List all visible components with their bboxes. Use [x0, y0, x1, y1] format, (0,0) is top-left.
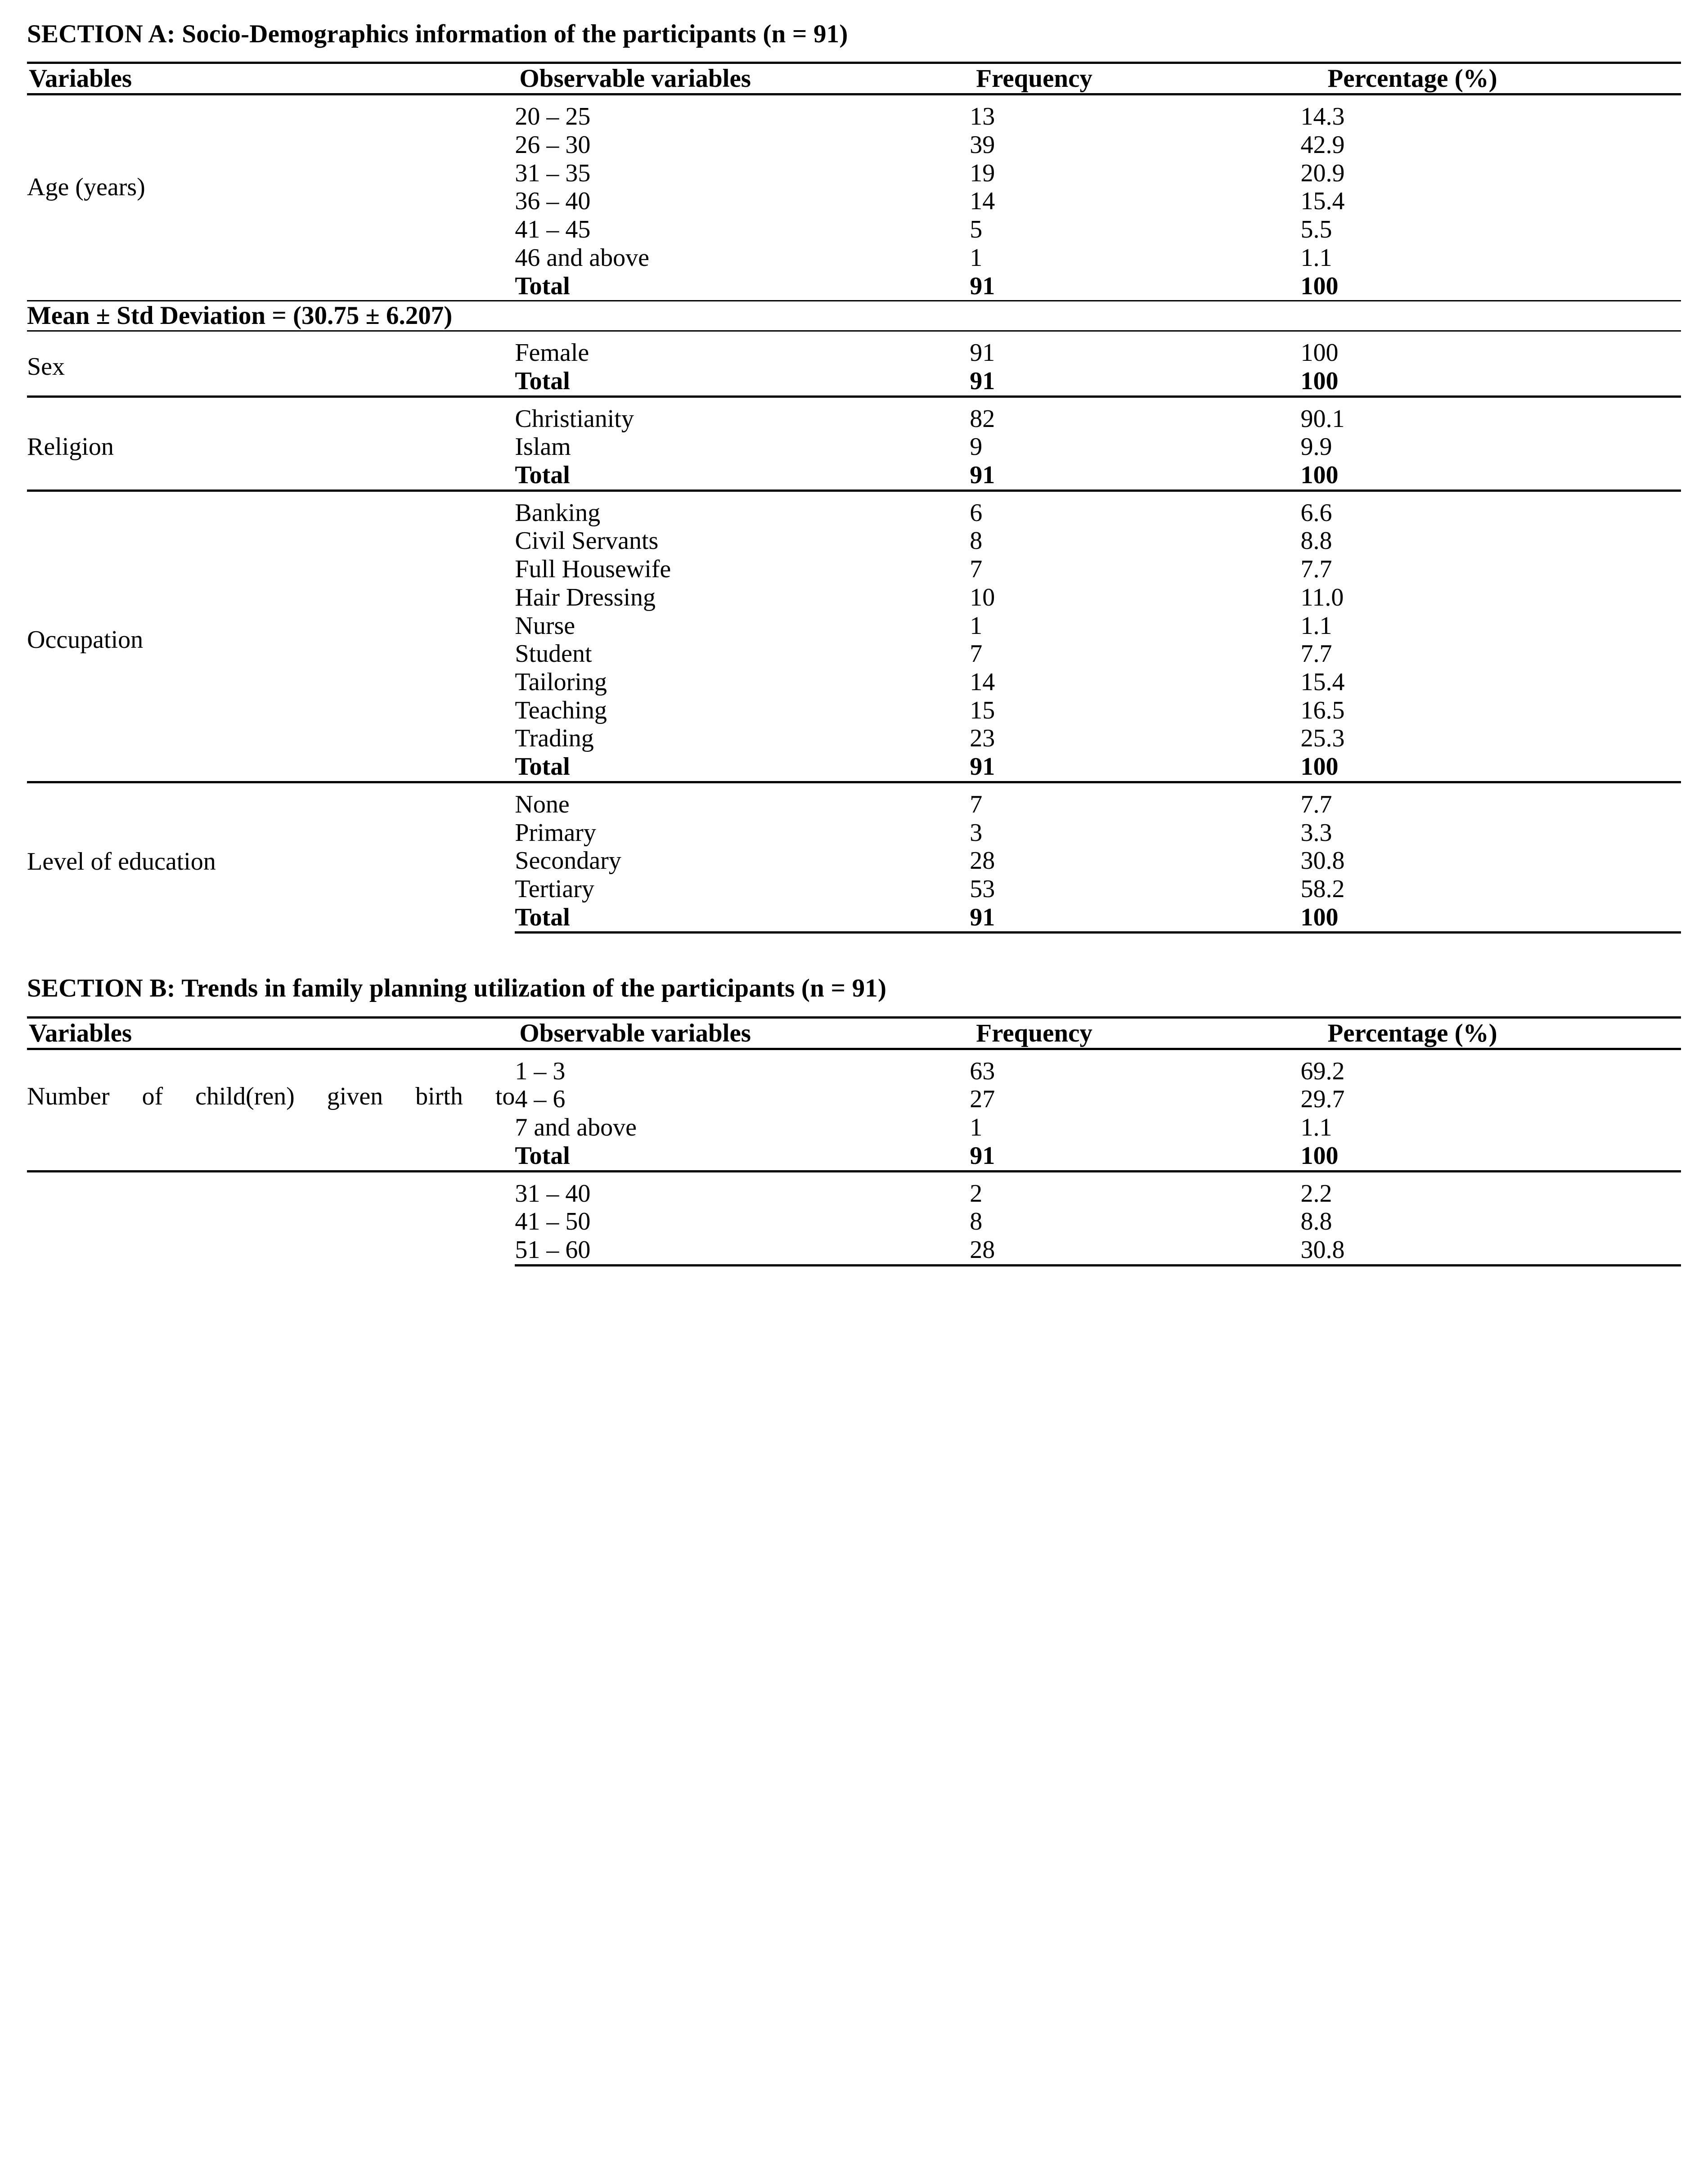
row-group-label-sex: Sex	[27, 331, 515, 396]
frequency-value: 10	[970, 583, 995, 611]
frequency-value: 14	[970, 668, 995, 696]
percentage-value: 14.3	[1300, 94, 1681, 131]
observable-value: Teaching	[515, 696, 607, 724]
percentage-value: 1.1	[1300, 611, 1332, 640]
frequency-value: 63	[970, 1049, 1300, 1085]
frequency-value: 39	[970, 130, 995, 159]
section-b-title: SECTION B: Trends in family planning utilization of the participants (n = 91)	[27, 974, 887, 1003]
column-header-variables: Variables	[27, 63, 515, 94]
observable-value: 1 – 3	[515, 1049, 970, 1085]
observable-value: 26 – 30	[515, 130, 591, 159]
observable-value: Primary	[515, 818, 596, 847]
mean-std-deviation-row	[27, 301, 1681, 331]
percentage-value: 3.3	[1300, 818, 1332, 847]
row-group-label-age: Age (years)	[27, 94, 515, 272]
percentage-value: 25.3	[1300, 724, 1345, 753]
section-b-table	[27, 1016, 1681, 1266]
table-row	[27, 94, 1681, 131]
observable-value: Christianity	[515, 396, 970, 433]
table-row	[27, 331, 1681, 367]
table-row	[27, 396, 1681, 433]
percentage-value: 1.1	[1300, 243, 1332, 272]
table-header-row	[27, 63, 1681, 94]
frequency-value: 23	[970, 724, 995, 753]
observable-value: Secondary	[515, 847, 621, 875]
observable-value: Tertiary	[515, 875, 594, 903]
percentage-value: 7.7	[1300, 555, 1332, 584]
percentage-value: 5.5	[1300, 216, 1332, 244]
observable-value: Hair Dressing	[515, 583, 656, 611]
frequency-value: 1	[970, 243, 983, 272]
observable-value: None	[515, 782, 970, 818]
column-header-percentage: Percentage (%)	[1300, 1017, 1681, 1049]
percentage-value: 16.5	[1300, 696, 1345, 724]
percentage-value: 15.4	[1300, 187, 1345, 216]
percentage-value: 100	[1300, 1141, 1339, 1170]
frequency-value: 91	[970, 367, 995, 395]
column-header-frequency: Frequency	[970, 63, 1300, 94]
percentage-value: 69.2	[1300, 1049, 1681, 1085]
frequency-value: 14	[970, 187, 995, 216]
column-header-frequency: Frequency	[970, 1017, 1300, 1049]
percentage-value: 7.7	[1300, 640, 1332, 668]
row-group-label-level-of-education: Level of education	[27, 782, 515, 933]
observable-value: Total	[515, 461, 570, 489]
frequency-value: 91	[970, 331, 1300, 367]
column-header-observable-variables: Observable variables	[515, 63, 970, 94]
observable-value: 20 – 25	[515, 94, 970, 131]
table-row	[27, 1171, 1681, 1208]
observable-value: Total	[515, 903, 970, 933]
percentage-value: 100	[1300, 461, 1339, 489]
percentage-value: 29.7	[1300, 1085, 1345, 1114]
frequency-value: 2	[970, 1171, 1300, 1208]
frequency-value: 28	[970, 1236, 1300, 1265]
observable-value: 46 and above	[515, 243, 649, 272]
row-group-label-religion: Religion	[27, 396, 515, 490]
observable-value: 31 – 35	[515, 159, 591, 187]
column-header-percentage: Percentage (%)	[1300, 63, 1681, 94]
frequency-value: 91	[970, 272, 995, 300]
frequency-value: 7	[970, 782, 1300, 818]
frequency-value: 27	[970, 1085, 995, 1114]
frequency-value: 91	[970, 1141, 995, 1170]
frequency-value: 8	[970, 1208, 983, 1236]
observable-value: Total	[515, 1141, 570, 1170]
percentage-value: 42.9	[1300, 130, 1345, 159]
frequency-value: 91	[970, 903, 1300, 933]
percentage-value: 7.7	[1300, 782, 1681, 818]
percentage-value: 8.8	[1300, 527, 1332, 555]
table-row	[27, 490, 1681, 527]
observable-value: Nurse	[515, 611, 575, 640]
observable-value: Total	[515, 753, 570, 781]
mean-std-deviation-value: Mean ± Std Deviation = (30.75 ± 6.207)	[27, 301, 1681, 331]
percentage-value: 90.1	[1300, 396, 1681, 433]
observable-value: 41 – 50	[515, 1208, 591, 1236]
column-header-variables: Variables	[27, 1017, 515, 1049]
frequency-value: 7	[970, 555, 983, 584]
percentage-value: 100	[1300, 272, 1339, 300]
percentage-value: 100	[1300, 367, 1339, 395]
table-row	[27, 1049, 1681, 1085]
section-a-table	[27, 62, 1681, 934]
observable-value: 36 – 40	[515, 187, 591, 216]
observable-value: Total	[515, 272, 570, 300]
percentage-value: 11.0	[1300, 583, 1344, 611]
percentage-value: 20.9	[1300, 159, 1345, 187]
observable-value: Trading	[515, 724, 594, 753]
row-group-label-empty	[27, 272, 515, 301]
column-header-observable-variables: Observable variables	[515, 1017, 970, 1049]
frequency-value: 1	[970, 1114, 983, 1142]
frequency-value: 7	[970, 640, 983, 668]
observable-value: Female	[515, 331, 970, 367]
percentage-value: 8.8	[1300, 1208, 1332, 1236]
row-group-label-occupation: Occupation	[27, 490, 515, 782]
observable-value: Civil Servants	[515, 527, 659, 555]
frequency-value: 1	[970, 611, 983, 640]
frequency-value: 9	[970, 433, 983, 461]
percentage-value: 1.1	[1300, 1114, 1332, 1142]
observable-value: Full Housewife	[515, 555, 671, 584]
observable-value: Tailoring	[515, 668, 607, 696]
percentage-value: 2.2	[1300, 1171, 1681, 1208]
percentage-value: 15.4	[1300, 668, 1345, 696]
observable-value: Islam	[515, 433, 571, 461]
frequency-value: 15	[970, 696, 995, 724]
frequency-value: 82	[970, 396, 1300, 433]
frequency-value: 19	[970, 159, 995, 187]
frequency-value: 5	[970, 216, 983, 244]
observable-value: Student	[515, 640, 592, 668]
frequency-value: 91	[970, 753, 995, 781]
percentage-value: 30.8	[1300, 1236, 1681, 1265]
frequency-value: 3	[970, 818, 983, 847]
percentage-value: 58.2	[1300, 875, 1345, 903]
observable-value: 31 – 40	[515, 1171, 970, 1208]
table-row-total	[27, 272, 1681, 301]
observable-value: 41 – 45	[515, 216, 591, 244]
observable-value: 7 and above	[515, 1114, 637, 1142]
observable-value: 4 – 6	[515, 1085, 566, 1114]
frequency-value: 91	[970, 461, 995, 489]
frequency-value: 13	[970, 94, 1300, 131]
percentage-value: 100	[1300, 331, 1681, 367]
section-a-title: SECTION A: Socio-Demographics information of the participants (n = 91)	[27, 20, 848, 48]
row-group-label-number-of-children: Number of child(ren) given birth to	[27, 1049, 515, 1171]
percentage-value: 100	[1300, 903, 1681, 933]
observable-value: Banking	[515, 490, 970, 527]
frequency-value: 28	[970, 847, 995, 875]
percentage-value: 6.6	[1300, 490, 1681, 527]
observable-value: Total	[515, 367, 570, 395]
frequency-value: 53	[970, 875, 995, 903]
percentage-value: 9.9	[1300, 433, 1332, 461]
observable-value: 51 – 60	[515, 1236, 970, 1265]
table-row	[27, 782, 1681, 818]
row-group-label-empty	[27, 1171, 515, 1265]
frequency-value: 8	[970, 527, 983, 555]
frequency-value: 6	[970, 490, 1300, 527]
table-header-row	[27, 1017, 1681, 1049]
percentage-value: 100	[1300, 753, 1339, 781]
percentage-value: 30.8	[1300, 847, 1345, 875]
